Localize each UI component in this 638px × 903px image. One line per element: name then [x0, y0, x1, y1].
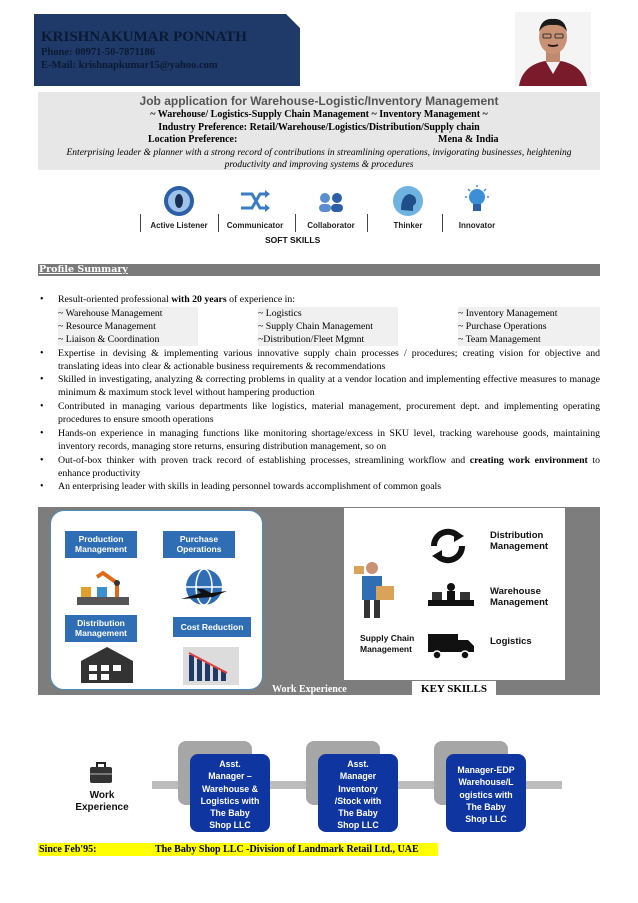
label-cost-reduction: Cost Reduction	[173, 617, 251, 637]
listener-icon	[162, 184, 196, 218]
supply-chain-box	[344, 508, 565, 680]
soft-skills-caption: SOFT SKILLS	[265, 235, 321, 245]
skill-divider	[140, 214, 141, 232]
soft-skill-active-listener: Active Listener	[139, 184, 219, 230]
warehouse-worker-icon	[428, 582, 474, 618]
skill-item: ~ Resource Management	[58, 321, 156, 332]
skill-item: ~ Team Management	[458, 334, 541, 345]
thinker-icon	[391, 184, 425, 218]
skill-item: ~ Warehouse Management	[58, 308, 163, 319]
skill-item: ~ Liaison & Coordination	[58, 334, 160, 345]
label-distribution-management-right: Distribution Management	[490, 530, 549, 552]
soft-skill-innovator: Innovator	[437, 184, 517, 230]
skill-item: ~ Purchase Operations	[458, 321, 547, 332]
shuffle-arrows-icon	[238, 184, 272, 218]
intro-bullet: Result-oriented professional with 20 years of experience in:	[58, 294, 295, 305]
summary-bullet: Expertise in devising & implementing various innovative supply chain processes / procedures; creating vision for objective and translating ideas into clear & actionable business requirements & recommendations	[58, 348, 600, 372]
email: E-Mail: krishnapkumar15@yahoo.com	[41, 60, 218, 71]
job-title: Job application for Warehouse-Logistic/Inventory Management	[139, 94, 499, 108]
soft-skill-collaborator: Collaborator	[291, 184, 371, 230]
bullet: •	[40, 294, 44, 305]
work-experience-label: Work Experience	[272, 684, 347, 695]
role-card: Asst. Manager – Warehouse & Logistics with The Baby Shop LLC	[190, 754, 270, 832]
skill-divider	[442, 214, 443, 232]
bullet: •	[40, 401, 44, 412]
role-card: Manager-EDP Warehouse/L ogistics with The Baby Shop LLC	[446, 754, 526, 832]
bullet: •	[40, 374, 44, 385]
people-icon	[314, 184, 348, 218]
summary-bullet: Contributed in managing various departments like logistics, material management, procurement dept. and implementing operating procedures to ensure smooth operations	[58, 401, 600, 425]
skill-item: ~ Inventory Management	[458, 308, 558, 319]
skill-item: ~Distribution/Fleet Mgmnt	[258, 334, 365, 345]
role-card: Asst. Manager Inventory /Stock with The Baby Shop LLC	[318, 754, 398, 832]
location-value: Mena & India	[438, 134, 499, 145]
summary-bullet: Out-of-box thinker with proven track record of establishing processes, streamlining workflow and creating work environment to enhance productivity	[58, 455, 600, 479]
label-purchase-operations: Purchase Operations	[163, 531, 235, 558]
skill-item: ~ Logistics	[258, 308, 302, 319]
tagline: Enterprising leader & planner with a strong record of contributions in streamlining operations, invigorating businesses, heightening productivity and improving systems & procedures	[66, 148, 572, 170]
functional-skills-box	[50, 510, 263, 690]
location-label: Location Preference:	[148, 134, 238, 145]
label-warehouse-management: Warehouse Management	[490, 586, 549, 608]
summary-bullet: Skilled in investigating, analyzing & correcting problems in quality at a vendor location and implementing effective measures to manage minimum & maximum stock level without hampering production	[58, 374, 600, 398]
label-logistics: Logistics	[490, 636, 532, 647]
label-distribution-management: Distribution Management	[65, 615, 137, 642]
summary-band	[38, 92, 600, 170]
phone: Phone: 00971-50-7871186	[41, 47, 156, 58]
globe-plane-icon	[179, 565, 229, 613]
skill-divider	[367, 214, 368, 232]
soft-skill-thinker: Thinker	[368, 184, 448, 230]
summary-bullet: Hands-on experience in managing functions like monitoring shortage/excess in SKU level, tracking warehouse goods, maintaining inventory records, managing store returns, ensuring distribution management, so on	[58, 428, 600, 452]
since-date: Since Feb'95:	[39, 844, 97, 855]
profile-photo	[515, 12, 591, 86]
bullet: •	[40, 455, 44, 466]
label-production-management: Production Management	[65, 531, 137, 558]
key-skills-label: KEY SKILLS	[412, 681, 496, 697]
soft-skill-communicator: Communicator	[215, 184, 295, 230]
warehouse-icon	[79, 645, 135, 689]
truck-icon	[428, 632, 474, 664]
company-name: The Baby Shop LLC -Division of Landmark Retail Ltd., UAE	[155, 844, 419, 855]
skill-item: ~ Supply Chain Management	[258, 321, 373, 332]
skill-divider	[218, 214, 219, 232]
bullet: •	[40, 428, 44, 439]
profile-summary-title: Profile Summary	[39, 264, 128, 275]
work-experience-title: Work Experience	[75, 790, 129, 813]
cost-chart-icon	[183, 647, 239, 689]
delivery-person-icon	[350, 560, 396, 624]
briefcase-icon	[89, 762, 113, 788]
bullet: •	[40, 348, 44, 359]
bullet: •	[40, 481, 44, 492]
skill-divider	[295, 214, 296, 232]
header-box	[34, 14, 300, 86]
robot-arm-icon	[73, 563, 133, 611]
summary-bullet: An enterprising leader with skills in leading personnel towards accomplishment of common goals	[58, 481, 442, 492]
industry-preference: Industry Preference: Retail/Warehouse/Logistics/Distribution/Supply chain	[158, 122, 480, 133]
candidate-name: KRISHNAKUMAR PONNATH	[41, 29, 247, 45]
lightbulb-icon	[460, 184, 494, 218]
domains-line: ~ Warehouse/ Logistics-Supply Chain Management ~ Inventory Management ~	[150, 109, 488, 120]
label-supply-chain-management: Supply Chain Management	[360, 633, 415, 654]
recycle-arrows-icon	[428, 528, 468, 568]
